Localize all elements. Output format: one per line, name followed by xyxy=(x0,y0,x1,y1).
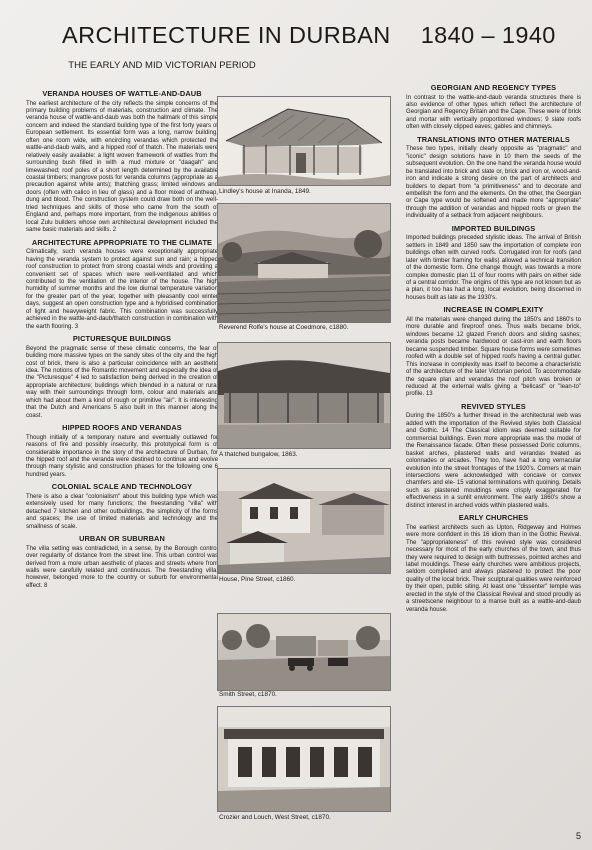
section-body: These two types, initially clearly opposite as "pragmatic" and "iconic" design solutions have in 10 them the seeds of the subsequent evolution. On the one hand the veranda house would be translated into brick and slate or, brick and iron or, wood-and-iron and indicate a strong desire on the part of architects and builders to depart from "a primitiveness" and to decorate and embellish the form and the elements. On the other, the Georgian or Cape type would be softened and made more "appropriate" through the addition of verandas and hipped roofs or given the individuality of a setback from adjacent neighbours. xyxy=(406,146,581,220)
section-heading: VERANDA HOUSES OF WATTLE-AND-DAUB xyxy=(42,89,202,98)
photo-caption: Crozier and Louch, West Street, c1870. xyxy=(219,814,331,821)
section-body: The earliest architects such as Upton, Ridgeway and Holmes were more confident in this 16 idiom than in the Gothic Revival. The "appropriateness" of this revived style was considered necessary for most of the early churches of the town, and thus they were required to design with buttresses, pointed arches and label mouldings. These early churches were ambitious projects, seldom completed and always plastered to protect the poor quality of the local brick. Their sculptural qualities were reinforced by their open, public siting. At least one "dissenter" temple was erected in the style of the Classical Revival and stood proudly as a streetscene neighbour to a manse built as a wattle-and-daub veranda house. xyxy=(406,524,581,613)
section xyxy=(406,84,581,132)
photo-smith-street xyxy=(217,613,391,691)
section-body: In contrast to the wattle-and-daub veranda structures there is also evidence of other types which reflect the architecture of Georgian and Regency Britain and the Cape. These were of brick and mortar with vertically proportioned windows; 9 slate roofs often with closely clipped eaves; gables and chimneys. xyxy=(406,94,582,131)
photo-caption: A thatched bungalow, 1863. xyxy=(219,451,298,458)
section-body: Climatically, such veranda houses were exceptionally appropriate having the veranda system to protect against sun and rain; a hipped roof construction to protect from strong coastal winds and providing a convenient set of spaces which were well-ventilated and which contributed to the ventilation of the interior of the house. The high humidity of summer months and the low diurnal temperature variation for the greater part of the year, together with pleasantly cool winter days, suggest an open construction type and a hybridised combination of light and heavyweight fabric. This combination was successfully achieved in the wattle-and-daub/thatch construction in combination with the earth flooring. 3 xyxy=(26,249,218,330)
photo-caption: Smith Street, c1870. xyxy=(219,691,277,698)
right-text-column xyxy=(406,84,581,618)
section xyxy=(406,514,581,614)
section-heading: GEORGIAN AND REGENCY TYPES xyxy=(430,83,557,92)
photo-caption: Lindley's house at Inanda, 1849. xyxy=(219,188,311,195)
section xyxy=(26,483,218,531)
left-text-column xyxy=(26,90,218,594)
section xyxy=(26,535,218,590)
section-heading: IMPORTED BUILDINGS xyxy=(451,223,536,233)
page-title xyxy=(62,22,582,49)
page-number: 5 xyxy=(575,831,581,841)
section-heading: REVIVED STYLES xyxy=(461,401,526,411)
section xyxy=(406,136,581,221)
section xyxy=(406,225,581,303)
section-body: Though initially of a temporary nature and eventually outlawed for reasons of fire and possibly insecurity, this prototypical form is of considerable importance in the story of the architecture of Durban, for the hipped roof and the veranda were destined to continue and evolve through many stylistic and construction phases for the following one 6 hundred years. xyxy=(26,434,218,478)
section-heading: INCREASE IN COMPLEXITY xyxy=(443,305,544,315)
title-years: 1840 – 1940 xyxy=(420,22,556,48)
section-body: Imported buildings preceded stylistic ideas. The arrival of British settlers in 1849 and 1850 saw the importation of complete iron buildings often with curved roofs. Corrugated iron for roofs (and later with timber framing for walls) allowed a technical transition of the domestic form. One change though, was towards a more complex domestic plan 11 of four rooms with pairs on either side of a central corridor. The origins of this type are not known but as a plan, it too has had a long, local evolution, being discerned in houses built as late as the 1930's. xyxy=(406,235,581,301)
section xyxy=(26,424,218,479)
section-body: Beyond the pragmatic sense of these climatic concerns, the fear of building more massive types on the sandy sites of the city and the high cost of brick, there is also a particular coincidence with an aesthetic idea. The notions of the Romantic movement and especially the idea of the "Picturesque" 4 led to satisfaction being derived in the creation of appropriate architecture; buildings which blended in a natural or rural way with their surroundings through form, colour and materials and which had about them a kind of rough or primitive "air". It is interesting that the Dutch and Americans 5 also built in this manner along the coast. xyxy=(26,345,218,419)
section-body: All the materials were changed during the 1850's and 1860's to more durable and fireproof ones. Thus walls became brick, windows became 12 glazed French doors and sliding sashes; veranda posts became hardwood or cast-iron and earth floors became suspended timber. Square house forms were sometimes roofed with a double set of hipped roofs having a central gutter. This increase in complexity was itself to become a characteristic of the architecture of the later Victorian period. To accommodate the square plan and verandas the roof pitch was broken or reduced at the external walls giving a "bellcast" or "lean-to" profile. 13 xyxy=(406,316,581,398)
photo-caption: House, Pine Street, c1860. xyxy=(219,576,296,583)
photo-caption: Reverend Rolfe's house at Coedmore, c1880. xyxy=(219,324,349,331)
photo-crozier-louch xyxy=(217,706,391,812)
section-heading: ARCHITECTURE APPROPRIATE TO THE CLIMATE xyxy=(31,237,213,247)
photo-pine-street-house xyxy=(217,468,391,574)
photo-thatched-bungalow xyxy=(217,342,391,449)
section-heading: EARLY CHURCHES xyxy=(458,513,529,523)
section xyxy=(406,403,581,510)
photo-rolfe-house xyxy=(217,203,391,323)
section-heading: URBAN OR SUBURBAN xyxy=(79,534,165,544)
section-body: There is also a clear "colonialism" about this building type which was extensively used for many functions; the freestanding "villa" with detached 7 kitchen and other outbuildings, the simplicity of the forms and spaces; the use of limited materials and technology and the smallness of scale. xyxy=(26,493,218,530)
section xyxy=(26,335,218,420)
section-heading: PICTURESQUE BUILDINGS xyxy=(72,334,172,344)
photo-lindley-house xyxy=(217,96,391,186)
page-subtitle: THE EARLY AND MID VICTORIAN PERIOD xyxy=(68,60,256,71)
section-body: The earliest architecture of the city reflects the simple concerns of the primary building problems of materials, construction and climate. The veranda house of wattle-and-daub was both the hallmark of this simple concern and indeed the standard building type of the first forty years of European settlement. Its essential form was a long, narrow building, often one room wide, with encircling verandas which protected the wattle-and-daub walls, and a hipped roof of thatch. The materials were relatively easily available: a light woven framework of wattles from the surrounding bush filled in with a mud mixture or "daagah" and limewashed; roof poles of a short length determined by the available coastal timbers; mangrove posts for veranda columns (appropriate as a precaution against white ants); thatching grass; limited windows and doors (often with calico in lieu of glass) and a floor mixed of antheap, dung and blood. The construction system could draw both on the well-tried techniques and skills of those who came from the south of England and, perhaps more important, from the indigenous abilities of local Zulu builders whose own architectural development included the same basic materials and skills. 2 xyxy=(26,100,218,234)
section-body: The villa setting was contradicted, in a sense, by the Borough control over regularity of distance from the street line. This urban control was derived from a more urban aesthetic of places and streets where front walls were carefully related and continuous. The freestanding villa, however, belonged more to the country or suburb for environmental effect. 8 xyxy=(26,545,218,589)
section-heading: TRANSLATIONS INTO OTHER MATERIALS xyxy=(417,134,570,144)
section xyxy=(26,239,218,331)
section-body: During the 1850's a further thread in the architectural web was added with the importation of the Revived styles both Classical and Gothic. 14 The Classical idiom was deemed suitable for commercial buildings. Even more appropriate was the model of the Renaissance facade. Often these possessed Doric columns, basket arches, pilastered walls and verandas treated as colonnades or arcades. They too, have had a long vernacular evolution into the street frontages of the 1920's. Corners at main intersections were acknowledged with concave or convex chamfers and ele- 15 vational terminations with quoining. Details such as plastered mouldings were crisply exaggerated for effectiveness in a sunlit environment. The early 1860's show a distinct interest in arched voids within plastered walls. xyxy=(406,413,581,509)
section xyxy=(406,306,581,398)
section-heading: HIPPED ROOFS AND VERANDAS xyxy=(62,423,182,433)
section-heading: COLONIAL SCALE AND TECHNOLOGY xyxy=(51,482,193,492)
section xyxy=(26,90,218,235)
title-text: ARCHITECTURE IN DURBAN xyxy=(62,22,391,48)
